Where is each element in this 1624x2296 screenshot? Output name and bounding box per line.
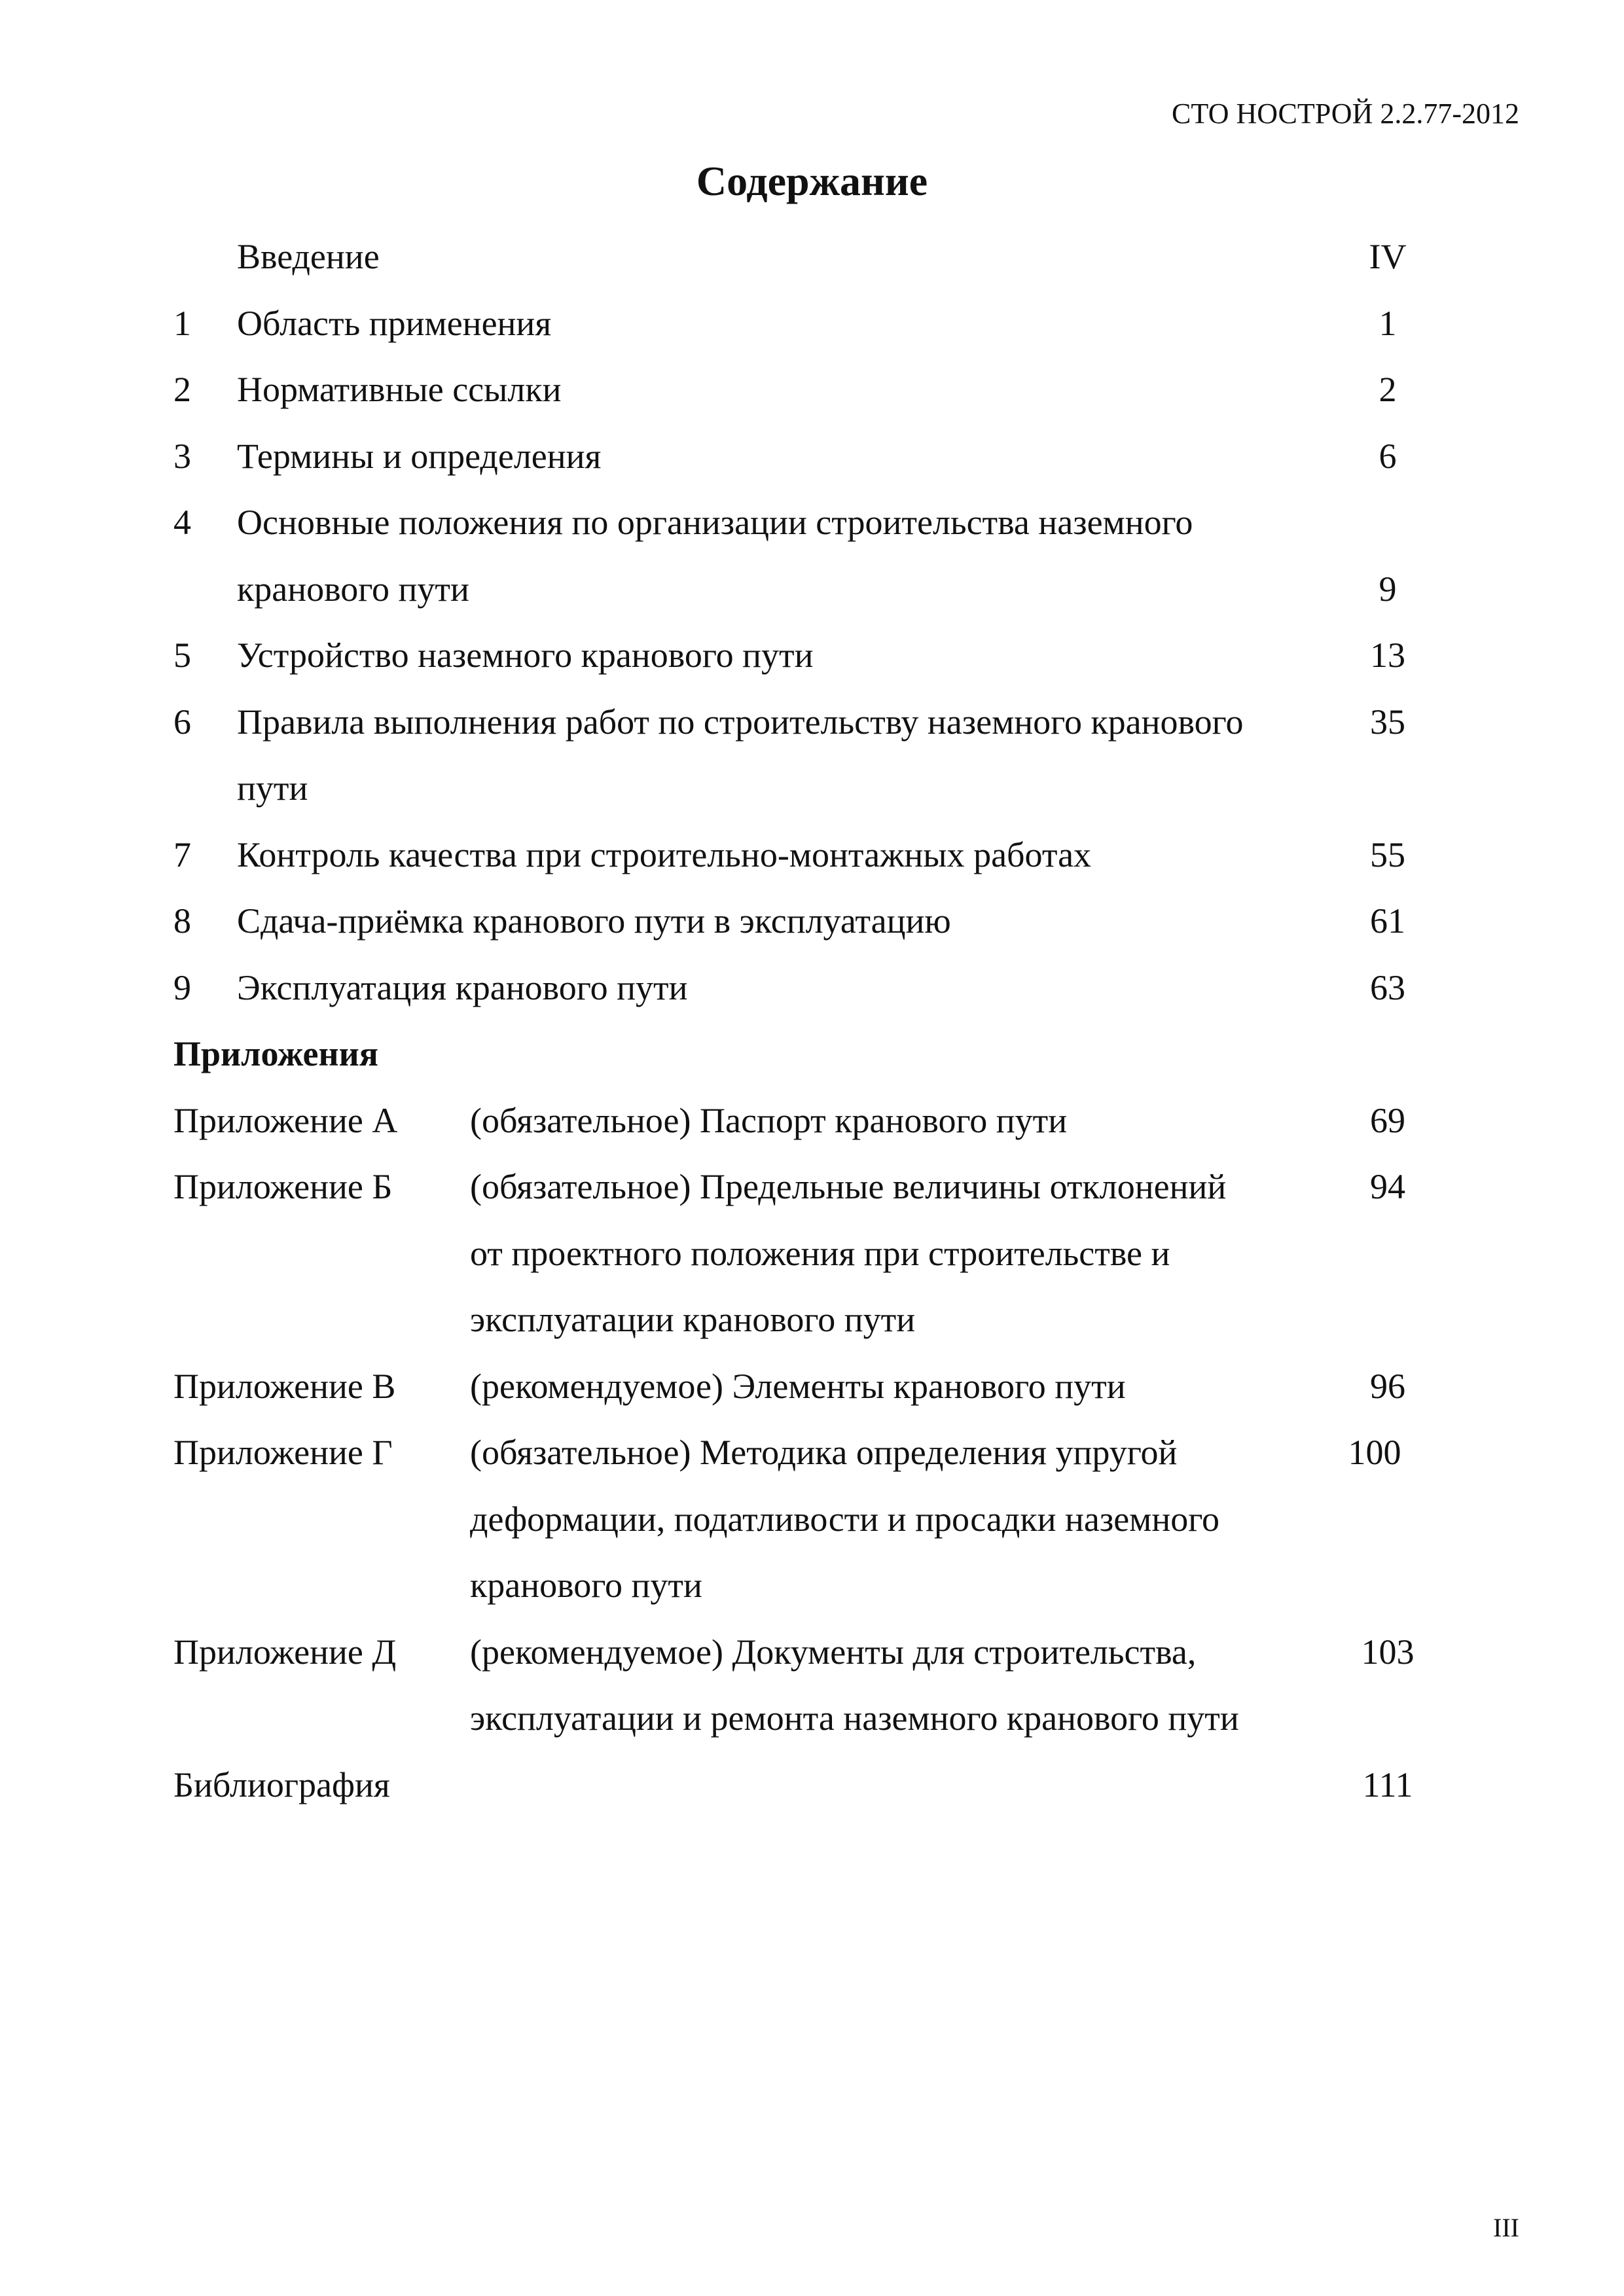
toc-entry-page: 9 xyxy=(1379,569,1397,609)
appendix-label: Приложение Г xyxy=(173,1433,393,1472)
appendix-label: Приложение А xyxy=(173,1100,398,1140)
toc-entry-title: Контроль качества при строительно-монтажных работах xyxy=(237,834,1092,874)
appendix-title: эксплуатации кранового пути xyxy=(470,1300,916,1339)
appendix-title: кранового пути xyxy=(470,1566,702,1605)
appendix-title: (обязательное) Предельные величины отклонений xyxy=(470,1167,1227,1206)
appendix-title: (рекомендуемое) Документы для строительства, xyxy=(470,1632,1197,1672)
toc-entry-page: 2 xyxy=(1379,370,1397,409)
toc-entry-page: 13 xyxy=(1370,636,1405,675)
appendix-page: 69 xyxy=(1370,1100,1405,1140)
toc-entry-title: Устройство наземного кранового пути xyxy=(237,636,814,675)
appendix-label: Приложение Д xyxy=(173,1632,397,1672)
bibliography-label: Библиография xyxy=(173,1765,390,1804)
appendix-page: 100 xyxy=(1348,1433,1401,1472)
toc-entry-number: 4 xyxy=(173,503,191,542)
toc-entry-title: пути xyxy=(237,768,308,808)
document-code: СТО НОСТРОЙ 2.2.77-2012 xyxy=(1172,98,1519,130)
toc-entry-title: Нормативные ссылки xyxy=(237,370,562,409)
toc-entry-page: 61 xyxy=(1370,901,1405,941)
toc-entry-number: 7 xyxy=(173,834,191,874)
toc-entry-title: Термины и определения xyxy=(237,436,602,476)
toc-entry-page: IV xyxy=(1369,237,1407,276)
toc-entry-title: Сдача-приёмка кранового пути в эксплуатацию xyxy=(237,901,951,941)
page-number: III xyxy=(1493,2213,1519,2242)
bibliography-page: 111 xyxy=(1362,1765,1413,1804)
appendices-heading: Приложения xyxy=(173,1034,378,1073)
appendix-page: 103 xyxy=(1361,1632,1415,1672)
toc-entry-title: Эксплуатация кранового пути xyxy=(237,967,688,1007)
appendix-title: эксплуатации и ремонта наземного кранового пути xyxy=(470,1698,1239,1738)
toc-entry-number: 3 xyxy=(173,436,191,476)
appendix-title: (обязательное) Методика определения упругой xyxy=(470,1433,1178,1472)
appendix-title: (обязательное) Паспорт кранового пути xyxy=(470,1100,1068,1140)
toc-entry-title: Введение xyxy=(237,237,380,276)
appendix-label: Приложение Б xyxy=(173,1167,393,1206)
toc-entry-page: 1 xyxy=(1379,303,1397,343)
toc-entry-page: 63 xyxy=(1370,967,1405,1007)
toc-entry-page: 6 xyxy=(1379,436,1397,476)
appendix-title: (рекомендуемое) Элементы кранового пути xyxy=(470,1366,1126,1406)
toc-entry-title: кранового пути xyxy=(237,569,469,609)
toc-entry-number: 6 xyxy=(173,702,191,742)
toc-entry-number: 1 xyxy=(173,303,191,343)
page-title: Содержание xyxy=(696,158,928,204)
toc-entry-title: Основные положения по организации строительства наземного xyxy=(237,503,1193,542)
toc-entry-number: 2 xyxy=(173,370,191,409)
toc-entry-title: Область применения xyxy=(237,303,552,343)
appendix-page: 94 xyxy=(1370,1167,1405,1206)
toc-entry-number: 5 xyxy=(173,636,191,675)
appendix-label: Приложение В xyxy=(173,1366,396,1406)
toc-entry-number: 9 xyxy=(173,967,191,1007)
toc-entry-page: 55 xyxy=(1370,834,1405,874)
toc-entry-title: Правила выполнения работ по строительству наземного кранового xyxy=(237,702,1244,742)
appendix-title: деформации, податливости и просадки наземного xyxy=(470,1499,1220,1539)
toc-entry-page: 35 xyxy=(1370,702,1405,742)
appendix-page: 96 xyxy=(1370,1366,1405,1406)
toc-entry-number: 8 xyxy=(173,901,191,941)
appendix-title: от проектного положения при строительстве и xyxy=(470,1233,1170,1273)
